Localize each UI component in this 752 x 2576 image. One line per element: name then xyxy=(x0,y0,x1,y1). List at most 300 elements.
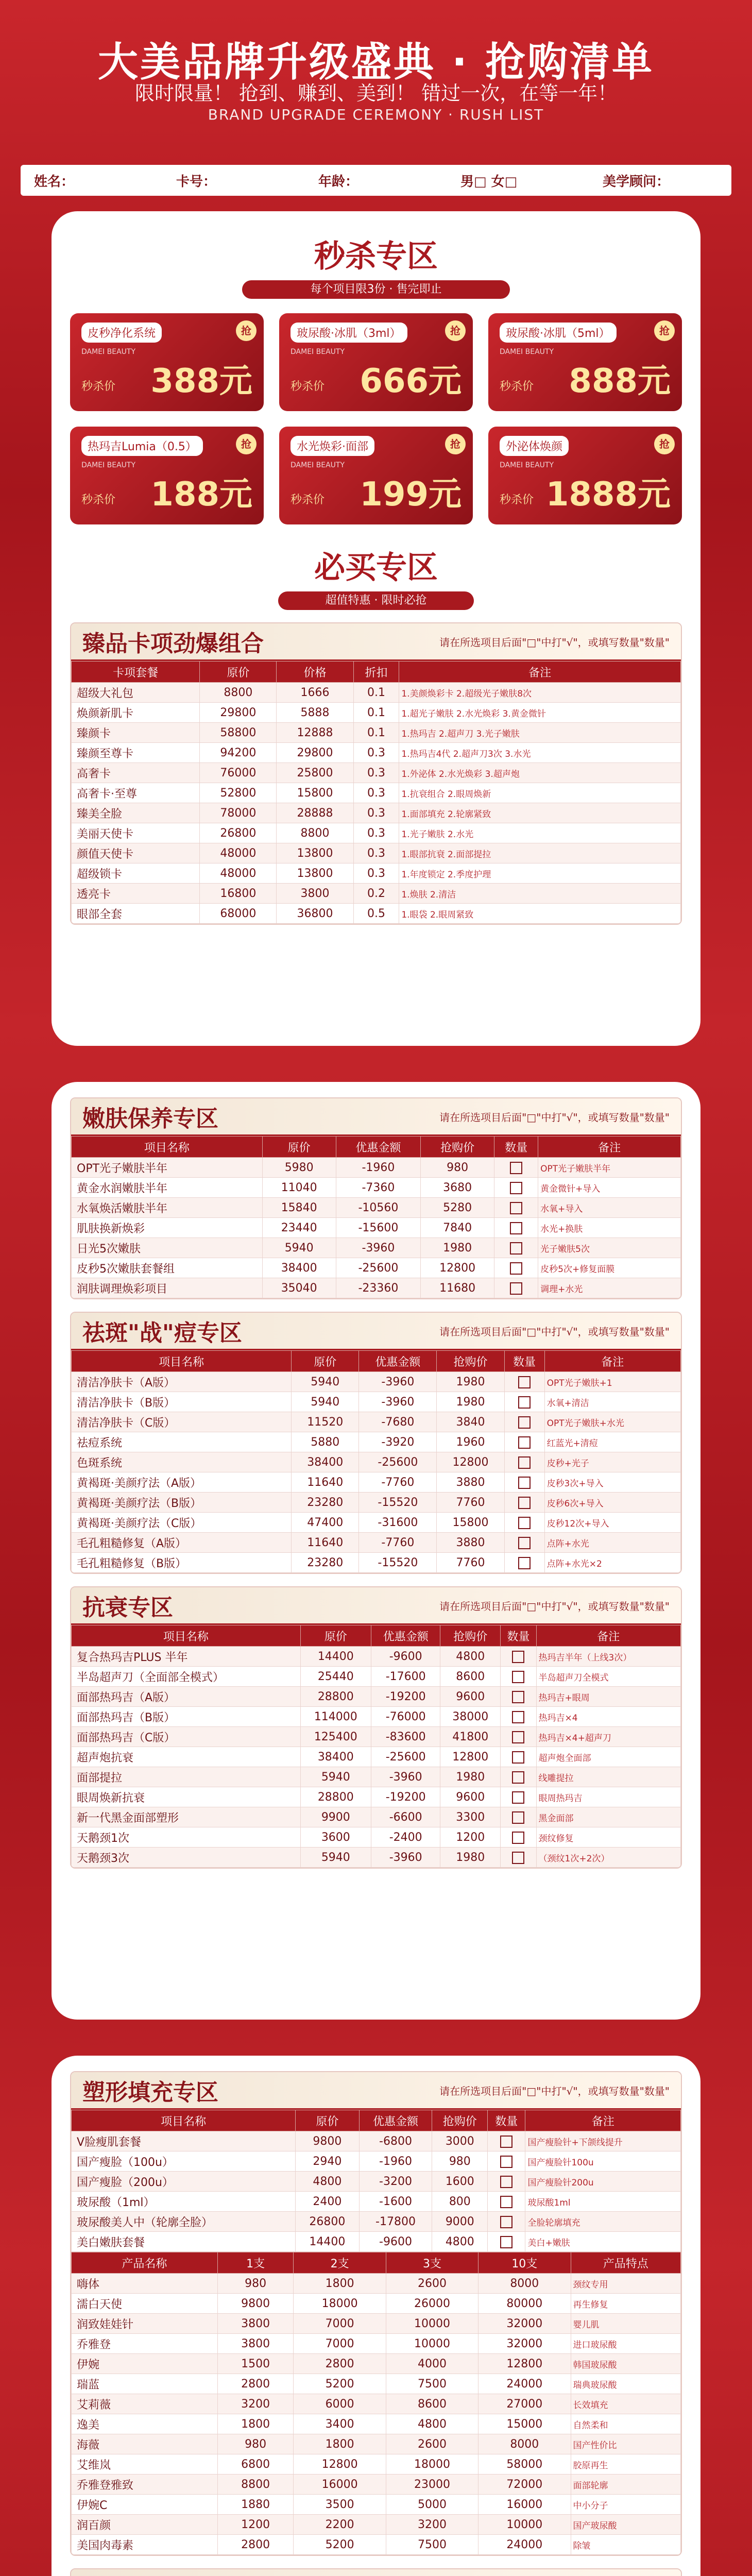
flash-card-logo: DAMEI BEAUTY xyxy=(290,461,345,469)
quantity-checkbox[interactable] xyxy=(501,1807,536,1827)
table-cell: 14400 xyxy=(300,1647,371,1667)
shape-title: 塑形填充专区 xyxy=(82,2079,218,2106)
quantity-checkbox[interactable] xyxy=(504,1472,544,1493)
table-row xyxy=(72,2334,681,2354)
table-cell: 热玛吉×4 xyxy=(536,1707,680,1727)
flash-card-logo: DAMEI BEAUTY xyxy=(81,461,135,469)
quantity-checkbox[interactable] xyxy=(504,1513,544,1533)
table-cell: 28888 xyxy=(277,803,353,823)
table-header: 数量 xyxy=(504,1351,544,1372)
quantity-checkbox[interactable] xyxy=(504,1432,544,1452)
table-cell: 清洁净肤卡（B版） xyxy=(72,1392,292,1412)
quantity-checkbox[interactable] xyxy=(494,1258,538,1278)
table-cell: 5940 xyxy=(262,1238,336,1258)
quantity-checkbox[interactable] xyxy=(504,1412,544,1432)
table-cell: -83600 xyxy=(371,1727,440,1747)
table-cell: 2800 xyxy=(217,2374,294,2394)
table-row xyxy=(72,1392,681,1412)
table-cell: 52800 xyxy=(200,783,277,803)
table-cell: -7360 xyxy=(336,1178,421,1198)
table-cell: 颈纹专用 xyxy=(571,2274,681,2294)
table-cell: 润百颜 xyxy=(72,2515,218,2535)
table-cell: 23280 xyxy=(292,1553,359,1573)
table-row xyxy=(72,1533,681,1553)
table-cell: 高奢卡·至尊 xyxy=(72,783,200,803)
table-cell: -6800 xyxy=(359,2131,432,2151)
table-cell: 0.3 xyxy=(353,823,399,843)
quantity-checkbox[interactable] xyxy=(494,1218,538,1238)
table-cell: 5940 xyxy=(292,1372,359,1392)
table-row xyxy=(72,1278,681,1298)
table-cell: 0.3 xyxy=(353,843,399,863)
table-cell: 国产瘦脸针200u xyxy=(525,2172,681,2192)
table-cell: 9600 xyxy=(440,1787,501,1807)
quantity-checkbox[interactable] xyxy=(494,1198,538,1218)
table-cell: 1.超光子嫩肤 2.水光焕彩 3.黄金微针 xyxy=(399,703,681,723)
table-row xyxy=(72,1372,681,1392)
quantity-checkbox[interactable] xyxy=(504,1372,544,1392)
shape-note: 请在所选项目后面"□"中打"√"，或填写数量"数量" xyxy=(439,2084,670,2097)
table-header: 备注 xyxy=(544,1351,680,1372)
table-header: 优惠金额 xyxy=(336,1137,421,1158)
table-cell: 15800 xyxy=(437,1513,504,1533)
table-row xyxy=(72,823,681,843)
table-cell: 伊婉C xyxy=(72,2495,218,2515)
table-cell: 肌肤换新焕彩 xyxy=(72,1218,263,1238)
table-cell: 点阵+水光×2 xyxy=(544,1553,680,1573)
quantity-checkbox[interactable] xyxy=(504,1452,544,1472)
table-cell: V脸瘦肌套餐 xyxy=(72,2131,296,2151)
table-cell: 臻颜至尊卡 xyxy=(72,743,200,763)
table-header: 原价 xyxy=(292,1351,359,1372)
table-cell: 祛痘系统 xyxy=(72,1432,292,1452)
table-header: 2支 xyxy=(294,2252,386,2274)
table-row xyxy=(72,1687,681,1707)
table-cell: 125400 xyxy=(300,1727,371,1747)
card-field[interactable]: 卡号： xyxy=(176,174,217,190)
table-header: 产品名称 xyxy=(72,2252,218,2274)
table-header: 折扣 xyxy=(353,662,399,683)
table-cell: 25800 xyxy=(277,763,353,783)
table-cell: 3880 xyxy=(437,1472,504,1493)
table-row xyxy=(72,2495,681,2515)
table-cell: 10000 xyxy=(386,2314,478,2334)
quantity-checkbox[interactable] xyxy=(501,1707,536,1727)
table-cell: 清洁净肤卡（C版） xyxy=(72,1412,292,1432)
quantity-checkbox[interactable] xyxy=(501,1667,536,1687)
table-cell: 天鹅颈3次 xyxy=(72,1848,301,1868)
table-cell: OPT光子嫩肤半年 xyxy=(72,1158,263,1178)
section-shape xyxy=(70,2071,682,2556)
table-cell: 水氧+清洁 xyxy=(544,1392,680,1412)
page-subtitle: 限时限量！ 抢到、赚到、美到！ 错过一次，在等一年！ xyxy=(134,82,618,105)
table-cell: 11680 xyxy=(421,1278,494,1298)
table-cell: 3800 xyxy=(277,884,353,904)
table-row xyxy=(72,803,681,823)
table-header: 项目名称 xyxy=(72,1625,301,1647)
table-cell: 7760 xyxy=(437,1493,504,1513)
table-cell: 面部热玛吉（B版） xyxy=(72,1707,301,1727)
anti-note: 请在所选项目后面"□"中打"√"，或填写数量"数量" xyxy=(439,1600,670,1613)
table-cell: 0.3 xyxy=(353,763,399,783)
table-row xyxy=(72,2192,681,2212)
name-field[interactable]: 姓名： xyxy=(34,174,75,190)
table-header: 原价 xyxy=(300,1625,371,1647)
table-cell: 1800 xyxy=(217,2414,294,2434)
table-cell: 再生修复 xyxy=(571,2294,681,2314)
table-cell: 24000 xyxy=(478,2374,571,2394)
table-header: 备注 xyxy=(525,2110,681,2131)
flash-card-price: 188元 xyxy=(150,476,252,514)
table-cell: 色斑系统 xyxy=(72,1452,292,1472)
table-cell: -1600 xyxy=(359,2192,432,2212)
quantity-checkbox[interactable] xyxy=(494,1238,538,1258)
table-cell: 胶原再生 xyxy=(571,2454,681,2475)
table-cell: 清洁净肤卡（A版） xyxy=(72,1372,292,1392)
table-cell: 25440 xyxy=(300,1667,371,1687)
table-cell: 980 xyxy=(217,2434,294,2454)
flash-card[interactable] xyxy=(70,313,264,411)
quantity-checkbox[interactable] xyxy=(501,1848,536,1868)
flash-card-logo: DAMEI BEAUTY xyxy=(81,348,135,356)
combo-title: 臻品卡项劲爆组合 xyxy=(82,631,264,657)
table-cell: 13800 xyxy=(277,843,353,863)
quantity-checkbox[interactable] xyxy=(488,2232,525,2252)
table-cell: 国产性价比 xyxy=(571,2434,681,2454)
table-cell: 24000 xyxy=(478,2535,571,2555)
table-cell: 15840 xyxy=(262,1198,336,1218)
panel-flash-sale xyxy=(52,211,700,1046)
table-cell: 0.2 xyxy=(353,884,399,904)
table-cell: 8800 xyxy=(217,2475,294,2495)
table-cell: 自然柔和 xyxy=(571,2414,681,2434)
table-cell: 4800 xyxy=(432,2232,488,2252)
table-row xyxy=(72,843,681,863)
table-cell: -23360 xyxy=(336,1278,421,1298)
table-cell: 11520 xyxy=(292,1412,359,1432)
table-cell: 1500 xyxy=(217,2354,294,2374)
table-cell: -1960 xyxy=(336,1158,421,1178)
table-cell: 5200 xyxy=(294,2535,386,2555)
quantity-checkbox[interactable] xyxy=(504,1553,544,1573)
table-cell: 婴儿肌 xyxy=(571,2314,681,2334)
table-cell: 进口玻尿酸 xyxy=(571,2334,681,2354)
table-cell: 臻美全脸 xyxy=(72,803,200,823)
table-cell: 美国肉毒素 xyxy=(72,2535,218,2555)
table-row xyxy=(72,1432,681,1452)
table-cell: 7840 xyxy=(421,1218,494,1238)
table-cell: 68000 xyxy=(200,904,277,924)
table-cell: -76000 xyxy=(371,1707,440,1727)
table-cell: 3600 xyxy=(300,1827,371,1848)
table-cell: 38000 xyxy=(440,1707,501,1727)
age-field[interactable]: 年龄： xyxy=(318,174,359,190)
table-cell: 超声炮抗衰 xyxy=(72,1747,301,1767)
table-row xyxy=(72,2434,681,2454)
table-cell: 78000 xyxy=(200,803,277,823)
table-cell: 3880 xyxy=(437,1533,504,1553)
table-cell: 3000 xyxy=(432,2131,488,2151)
table-cell: 1200 xyxy=(217,2515,294,2535)
table-row xyxy=(72,904,681,924)
table-cell: 32000 xyxy=(478,2314,571,2334)
consultant-field[interactable]: 美学顾问： xyxy=(603,174,670,190)
table-cell: 热玛吉半年（上线3次） xyxy=(536,1647,680,1667)
table-cell: （颈纹1次+2次） xyxy=(536,1848,680,1868)
table-cell: -7760 xyxy=(359,1472,437,1493)
table-row xyxy=(72,2394,681,2414)
table-cell: 0.3 xyxy=(353,803,399,823)
table-header: 产品特点 xyxy=(571,2252,681,2274)
table-cell: 1.热玛吉4代 2.超声刀3次 3.水光 xyxy=(399,743,681,763)
section-combo xyxy=(70,622,682,925)
flash-badge-icon: 抢 xyxy=(445,320,466,341)
flash-card-name: 外泌体焕颜 xyxy=(500,436,569,456)
quantity-checkbox[interactable] xyxy=(504,1533,544,1553)
table-cell: 超声炮全面部 xyxy=(536,1747,680,1767)
table-row xyxy=(72,1827,681,1848)
table-cell: 5888 xyxy=(277,703,353,723)
table-cell: 8000 xyxy=(478,2434,571,2454)
flash-card-price-label: 秒杀价 xyxy=(500,380,534,393)
tender-note: 请在所选项目后面"□"中打"√"，或填写数量"数量" xyxy=(439,1111,670,1124)
table-cell: 7000 xyxy=(294,2334,386,2354)
table-cell: 4000 xyxy=(386,2354,478,2374)
table-cell: 58000 xyxy=(478,2454,571,2475)
table-cell: 12888 xyxy=(277,723,353,743)
table-cell: 玻尿酸美人中（轮廓全脸） xyxy=(72,2212,296,2232)
table-header: 项目名称 xyxy=(72,2110,296,2131)
table-cell: 1.面部填充 2.轮廓紧致 xyxy=(399,803,681,823)
table-cell: 28800 xyxy=(300,1687,371,1707)
table-cell: 眼部全套 xyxy=(72,904,200,924)
table-cell: 0.5 xyxy=(353,904,399,924)
flash-card[interactable] xyxy=(70,427,264,524)
table-cell: 热玛吉+眼周 xyxy=(536,1687,680,1707)
table-cell: 瑞蓝 xyxy=(72,2374,218,2394)
quantity-checkbox[interactable] xyxy=(494,1278,538,1298)
table-row xyxy=(72,863,681,884)
table-cell: -31600 xyxy=(359,1513,437,1533)
table-cell: 国产瘦脸针+下颌线提升 xyxy=(525,2131,681,2151)
table-cell: 复合热玛吉PLUS 半年 xyxy=(72,1647,301,1667)
anti-table xyxy=(71,1625,681,1868)
flash-card-logo: DAMEI BEAUTY xyxy=(500,461,554,469)
quantity-checkbox[interactable] xyxy=(488,2131,525,2151)
table-cell: 国产瘦脸（200u） xyxy=(72,2172,296,2192)
table-cell: 14400 xyxy=(296,2232,359,2252)
table-cell: 国产瘦脸针100u xyxy=(525,2151,681,2172)
table-row xyxy=(72,2274,681,2294)
table-row xyxy=(72,763,681,783)
table-cell: 眼周焕新抗衰 xyxy=(72,1787,301,1807)
flash-card-price: 888元 xyxy=(569,362,671,400)
table-cell: -19200 xyxy=(371,1787,440,1807)
table-cell: 高奢卡 xyxy=(72,763,200,783)
table-header: 3支 xyxy=(386,2252,478,2274)
table-cell: 皮秒6次+导入 xyxy=(544,1493,680,1513)
quantity-checkbox[interactable] xyxy=(488,2172,525,2192)
flash-card-name: 热玛吉Lumia（0.5） xyxy=(81,436,203,456)
quantity-checkbox[interactable] xyxy=(501,1647,536,1667)
flash-card-price: 1888元 xyxy=(545,476,671,514)
table-cell: -3960 xyxy=(359,1392,437,1412)
flash-card-price-label: 秒杀价 xyxy=(81,494,116,506)
table-cell: 皮秒12次+导入 xyxy=(544,1513,680,1533)
table-cell: 4800 xyxy=(440,1647,501,1667)
table-cell: 面部热玛吉（A版） xyxy=(72,1687,301,1707)
flash-card[interactable] xyxy=(488,313,682,411)
table-row xyxy=(72,1258,681,1278)
table-cell: 16000 xyxy=(478,2495,571,2515)
table-cell: 皮秒5次嫩肤套餐组 xyxy=(72,1258,263,1278)
table-cell: 2200 xyxy=(294,2515,386,2535)
table-cell: 10000 xyxy=(478,2515,571,2535)
table-cell: 94200 xyxy=(200,743,277,763)
table-cell: 半岛超声刀（全面部全模式） xyxy=(72,1667,301,1687)
table-cell: 全脸轮廓填充 xyxy=(525,2212,681,2232)
flash-badge-icon: 抢 xyxy=(654,320,675,341)
table-header: 价格 xyxy=(277,662,353,683)
table-cell: OPT光子嫩肤+水光 xyxy=(544,1412,680,1432)
table-header: 数量 xyxy=(488,2110,525,2131)
table-cell: 毛孔粗糙修复（A版） xyxy=(72,1533,292,1553)
table-cell: 3800 xyxy=(217,2334,294,2354)
table-cell: 3300 xyxy=(440,1807,501,1827)
table-cell: 黄褐斑·美颜疗法（A版） xyxy=(72,1472,292,1493)
table-cell: -10560 xyxy=(336,1198,421,1218)
table-cell: 1980 xyxy=(440,1848,501,1868)
flash-card-name: 玻尿酸·冰肌（3ml） xyxy=(290,323,407,343)
quantity-checkbox[interactable] xyxy=(501,1767,536,1787)
table-cell: 980 xyxy=(217,2274,294,2294)
flash-title: 秒杀专区 xyxy=(314,239,438,275)
table-cell: 1800 xyxy=(294,2274,386,2294)
table-cell: 15000 xyxy=(478,2414,571,2434)
table-cell: 天鹅颈1次 xyxy=(72,1827,301,1848)
must-subtitle: 超值特惠 · 限时必抢 xyxy=(278,591,474,610)
table-cell: 润致娃娃针 xyxy=(72,2314,218,2334)
table-row xyxy=(72,1647,681,1667)
table-cell: 2800 xyxy=(217,2535,294,2555)
table-cell: -3960 xyxy=(371,1767,440,1787)
table-cell: 3680 xyxy=(421,1178,494,1198)
table-row xyxy=(72,743,681,763)
table-row xyxy=(72,2454,681,2475)
table-header: 备注 xyxy=(399,662,681,683)
table-cell: 3500 xyxy=(294,2495,386,2515)
table-cell: 海薇 xyxy=(72,2434,218,2454)
combo-note: 请在所选项目后面"□"中打"√"，或填写数量"数量" xyxy=(439,636,670,649)
table-cell: 1980 xyxy=(421,1238,494,1258)
table-cell: 1.美颜焕彩卡 2.超级光子嫩肤8次 xyxy=(399,683,681,703)
table-cell: 11640 xyxy=(292,1472,359,1493)
quantity-checkbox[interactable] xyxy=(494,1158,538,1178)
table-cell: 水氧+导入 xyxy=(538,1198,681,1218)
flash-card-name: 皮秒净化系统 xyxy=(81,323,162,343)
flash-subtitle: 每个项目限3份 · 售完即止 xyxy=(242,280,510,299)
table-row xyxy=(72,1667,681,1687)
flash-card[interactable] xyxy=(488,427,682,524)
table-cell: 皮秒5次+修复面膜 xyxy=(538,1258,681,1278)
quantity-checkbox[interactable] xyxy=(501,1687,536,1707)
table-row xyxy=(72,2414,681,2434)
table-row xyxy=(72,1787,681,1807)
table-cell: 27000 xyxy=(478,2394,571,2414)
table-cell: 1980 xyxy=(437,1392,504,1412)
quantity-checkbox[interactable] xyxy=(501,1827,536,1848)
table-header: 卡项套餐 xyxy=(72,662,200,683)
table-cell: 800 xyxy=(432,2192,488,2212)
table-cell: 9800 xyxy=(296,2131,359,2151)
quantity-checkbox[interactable] xyxy=(504,1493,544,1513)
table-cell: 23000 xyxy=(386,2475,478,2495)
flash-card[interactable] xyxy=(279,313,473,411)
table-cell: 3400 xyxy=(294,2414,386,2434)
table-cell: 5940 xyxy=(300,1767,371,1787)
table-cell: 12800 xyxy=(478,2354,571,2374)
quantity-checkbox[interactable] xyxy=(504,1392,544,1412)
flash-badge-icon: 抢 xyxy=(236,320,257,341)
section-fine xyxy=(70,2568,682,2576)
quantity-checkbox[interactable] xyxy=(494,1178,538,1198)
quantity-checkbox[interactable] xyxy=(501,1787,536,1807)
table-cell: 1.焕肤 2.清洁 xyxy=(399,884,681,904)
gender-field[interactable]: 男□ 女□ xyxy=(460,174,518,190)
table-cell: 9900 xyxy=(300,1807,371,1827)
table-cell: 艾莉薇 xyxy=(72,2394,218,2414)
table-cell: 乔雅登 xyxy=(72,2334,218,2354)
table-cell: -15520 xyxy=(359,1493,437,1513)
table-cell: 2800 xyxy=(294,2354,386,2374)
table-cell: -3200 xyxy=(359,2172,432,2192)
quantity-checkbox[interactable] xyxy=(488,2151,525,2172)
table-row xyxy=(72,1848,681,1868)
table-cell: 5880 xyxy=(292,1432,359,1452)
table-cell: 8600 xyxy=(386,2394,478,2414)
table-row xyxy=(72,1198,681,1218)
table-row xyxy=(72,2354,681,2374)
table-cell: 11040 xyxy=(262,1178,336,1198)
table-header: 数量 xyxy=(501,1625,536,1647)
quantity-checkbox[interactable] xyxy=(488,2192,525,2212)
table-cell: 瑞典玻尿酸 xyxy=(571,2374,681,2394)
quantity-checkbox[interactable] xyxy=(488,2212,525,2232)
table-cell: 1880 xyxy=(217,2495,294,2515)
quantity-checkbox[interactable] xyxy=(501,1727,536,1747)
table-cell: 1600 xyxy=(432,2172,488,2192)
flash-card-price-label: 秒杀价 xyxy=(500,494,534,506)
table-cell: 7500 xyxy=(386,2374,478,2394)
table-row xyxy=(72,1807,681,1827)
table-cell: 0.1 xyxy=(353,703,399,723)
table-cell: 72000 xyxy=(478,2475,571,2495)
flash-card[interactable] xyxy=(279,427,473,524)
table-cell: 1.热玛吉 2.超声刀 3.光子嫩肤 xyxy=(399,723,681,743)
table-cell: 3840 xyxy=(437,1412,504,1432)
table-header: 10支 xyxy=(478,2252,571,2274)
quantity-checkbox[interactable] xyxy=(501,1747,536,1767)
table-cell: 16000 xyxy=(294,2475,386,2495)
table-cell: 5280 xyxy=(421,1198,494,1218)
table-cell: 38400 xyxy=(292,1452,359,1472)
table-cell: 3200 xyxy=(386,2515,478,2535)
panel-skin xyxy=(52,1082,700,2020)
flash-badge-icon: 抢 xyxy=(445,434,466,454)
table-header: 抢购价 xyxy=(421,1137,494,1158)
table-cell: 1666 xyxy=(277,683,353,703)
table-row xyxy=(72,2232,681,2252)
